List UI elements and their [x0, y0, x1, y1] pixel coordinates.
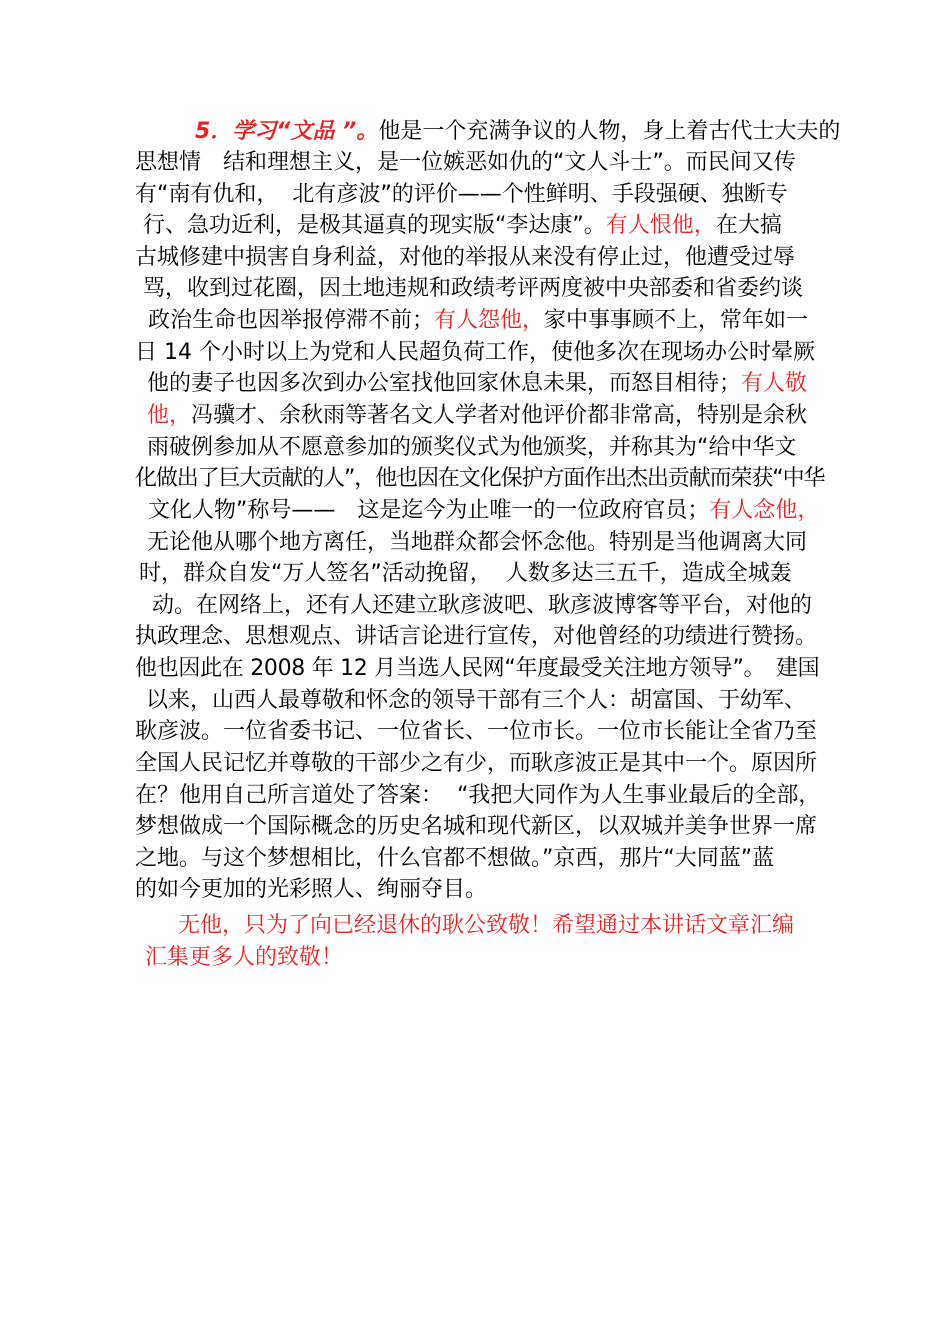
highlight-text: 有人恨他，: [605, 213, 716, 238]
body-text: 他的妻子也因多次到办公室找他回家休息未果，而怒目相待；: [147, 371, 742, 396]
body-text: 家中事事顾不上，常年如一: [544, 308, 809, 333]
body-line: [148, 496, 819, 526]
body-line: 执政理念、思想观点、讲话言论进行宣传，对他曾经的功绩进行赞扬。: [135, 624, 818, 649]
body-line: 的如今更加的光彩照人、绚丽夺目。: [135, 877, 488, 902]
body-line: 在？他用自己所言道处了答案： “我把大同作为人生事业最后的全部，: [135, 783, 821, 808]
body-line: 骂，收到过花圈，因土地违规和政绩考评两度被中央部委和省委约谈: [143, 276, 804, 301]
body-line: [148, 306, 808, 336]
body-line: 时，群众自发“万人签名”活动挽留， 人数多达三五千，造成全城轰: [139, 561, 792, 586]
body-line: 动。在网络上，还有人还建立耿彦波吧、耿彦波博客等平台，对他的: [152, 593, 813, 618]
highlight-text: 他，: [147, 403, 192, 428]
body-line: 全国人民记忆并尊敬的干部少之有少，而耿彦波正是其中一个。原因所: [135, 751, 818, 776]
highlight-text: 有人怨他，: [434, 308, 545, 333]
body-text: 他是一个充满争议的人物，身上着古代士大夫的: [378, 119, 841, 144]
body-text: 文化人物”称号—— 这是迄今为止唯一的一位政府官员；: [148, 498, 710, 523]
body-line: 他也因此在 2008 年 12 月当选人民网“年度最受关注地方领导”。 建国: [135, 656, 820, 681]
body-line: 耿彦波。一位省委书记、一位省长、一位市长。一位市长能让全省乃至: [135, 719, 818, 744]
body-line: 无论他从哪个地方离任，当地群众都会怀念他。特别是当他调离大同: [147, 530, 808, 555]
highlight-text: 有人念他，: [709, 498, 820, 523]
body-text: 在大搞: [715, 213, 782, 238]
body-line: 梦想做成一个国际概念的历史名城和现代新区，以双城并美争世界一席: [135, 814, 818, 839]
body-line: 有“南有仇和， 北有彦波”的评价——个性鲜明、手段强硬、独断专: [135, 182, 788, 207]
body-line: 以来，山西人最尊敬和怀念的领导干部有三个人：胡富国、于幼军、: [146, 688, 807, 713]
body-line: 之地。与这个梦想相比，什么官都不想做。”京西，那片“大同蓝”蓝: [135, 846, 775, 871]
body-line: 雨破例参加从不愿意参加的颁奖仪式为他颁奖，并称其为“给中华文: [147, 435, 797, 460]
body-line: 古城修建中损害自身利益，对他的举报从来没有停止过，他遭受过辱: [135, 245, 796, 270]
section-heading: 5．学习“文品 ”。: [195, 119, 379, 144]
closing-line: 无他，只为了向已经退休的耿公致敬！希望通过本讲话文章汇编: [178, 913, 795, 938]
body-text: 政治生命也因举报停滞不前；: [148, 308, 435, 333]
highlight-text: 有人敬: [741, 371, 808, 396]
heading-line: [195, 117, 840, 147]
closing-line: 汇集更多人的致敬！: [145, 945, 344, 970]
body-line: [143, 211, 782, 241]
body-line: 日 14 个小时以上为党和人民超负荷工作，使他多次在现场办公时晕厥: [135, 340, 815, 365]
body-line: [147, 369, 807, 399]
body-text: 行、急功近利，是极其逼真的现实版“李达康”。: [143, 213, 606, 238]
body-text: 冯骥才、余秋雨等著名文人学者对他评价都非常高，特别是余秋: [191, 403, 808, 428]
body-line: 思想情 结和理想主义，是一位嫉恶如仇的“文人斗士”。而民间又传: [135, 150, 796, 175]
body-line: [147, 401, 807, 431]
body-line: 化做出了巨大贡献的人”，他也因在文化保护方面作出杰出贡献而荣获“中华: [135, 466, 825, 491]
